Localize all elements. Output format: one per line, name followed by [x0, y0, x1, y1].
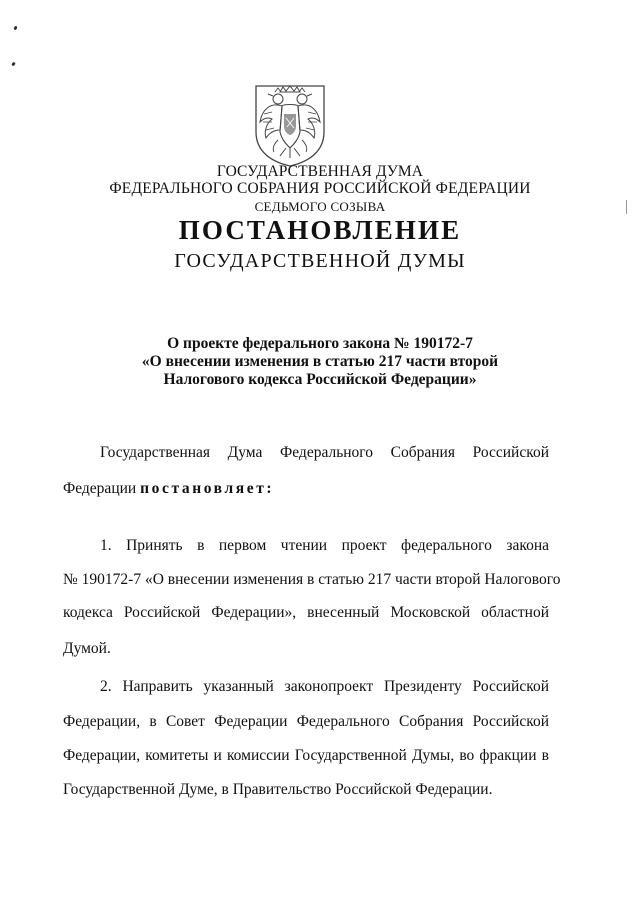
paragraph-1-line: кодекса Российской Федерации», внесенный Московской областной: [63, 604, 549, 621]
paragraph-2-line: Федерации, комитеты и комиссии Государственной Думы, во фракции в: [63, 747, 549, 764]
assembly-name: ФЕДЕРАЛЬНОГО СОБРАНИЯ РОССИЙСКОЙ ФЕДЕРАЦИИ: [109, 180, 531, 197]
paragraph-2-line: Государственной Думе, в Правительство Российской Федерации.: [63, 781, 493, 798]
paragraph-1-line: Думой.: [63, 640, 111, 657]
duma-name: ГОСУДАРСТВЕННАЯ ДУМА: [216, 163, 424, 180]
paragraph-2-line: 2. Направить указанный законопроект Президенту Российской: [100, 678, 549, 695]
paragraph-1-line: 1. Принять в первом чтении проект федерального закона: [100, 537, 549, 554]
resolves-keyword: постановляет:: [140, 480, 275, 497]
convocation: СЕДЬМОГО СОЗЫВА: [254, 199, 386, 214]
coat-of-arms-icon: [250, 82, 330, 168]
bill-title-line: «О внесении изменения в статью 217 части второй: [141, 353, 499, 370]
bill-title-line: О проекте федерального закона № 190172-7: [167, 335, 473, 352]
preamble-line: Государственная Дума Федерального Собрания Российской: [100, 444, 549, 461]
paragraph-1-line: № 190172-7 «О внесении изменения в статью 217 части второй Налогового: [63, 571, 561, 588]
paragraph-2-line: Федерации, в Совет Федерации Федерального Собрания Российской: [63, 713, 549, 730]
scan-speck: [11, 62, 16, 67]
preamble-line: [63, 480, 549, 498]
scan-speck: [13, 26, 17, 31]
document-title: ПОСТАНОВЛЕНИЕ: [178, 215, 462, 245]
preamble-text: Федерации: [63, 480, 137, 497]
bill-title-line: Налогового кодекса Российской Федерации»: [163, 371, 477, 388]
document-subtitle: ГОСУДАРСТВЕННОЙ ДУМЫ: [174, 250, 466, 272]
